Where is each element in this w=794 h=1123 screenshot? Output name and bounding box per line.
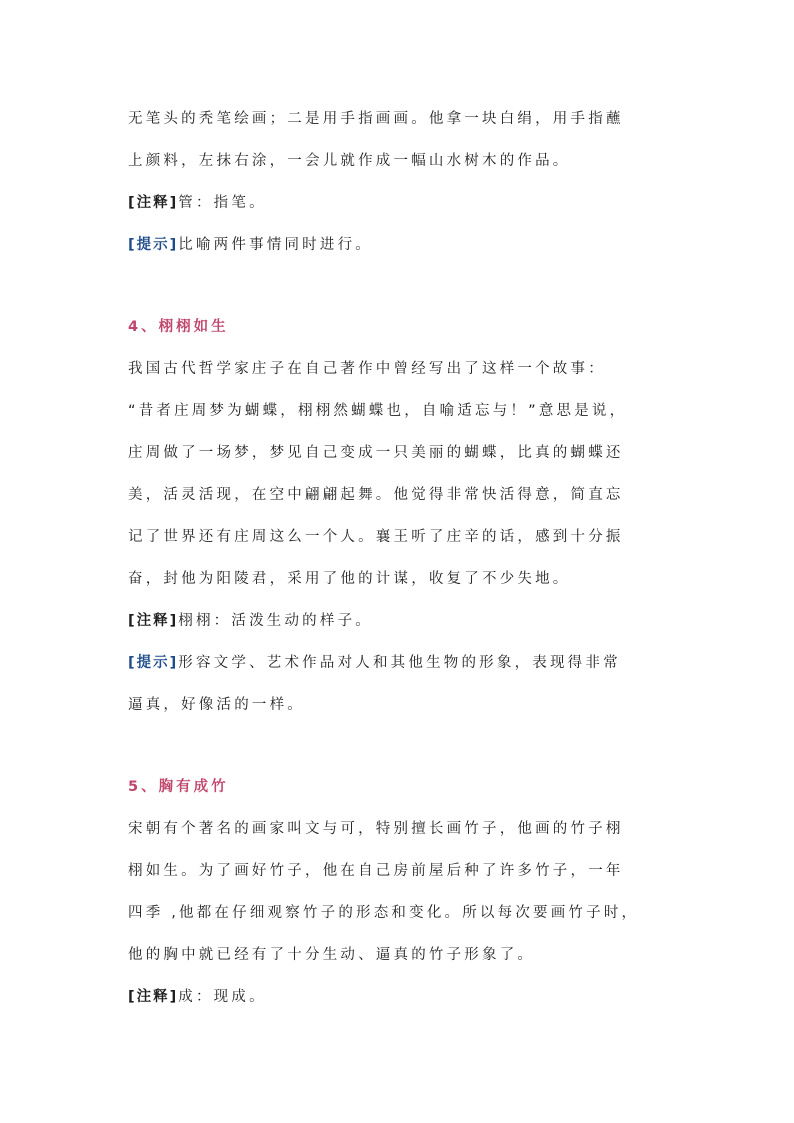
section-gap [128, 266, 668, 306]
tip-text: 形容文学、艺术作品对人和其他生物的形象，表现得非常 [178, 655, 621, 671]
body-text-line: 四季 ,他都在仔细观察竹子的形态和变化。所以每次要画竹子时， [128, 905, 640, 921]
body-text-line: 记了世界还有庄周这么一个人。襄王听了庄辛的话，感到十分振 [128, 529, 624, 545]
body-text-line: 我国古代哲学家庄子在自己著作中曾经写出了这样一个故事： [128, 361, 606, 377]
section-heading: 5、胸有成竹 [128, 779, 229, 795]
section-heading: 4、栩栩如生 [128, 319, 229, 335]
tip-line [128, 224, 668, 266]
note-text: 栩栩：活泼生动的样子。 [178, 613, 373, 629]
body-text-line: 逼真，好像活的一样。 [128, 697, 305, 713]
tip-line [128, 642, 668, 684]
note-line [128, 182, 668, 224]
body-text-line: 栩如生。为了画好竹子，他在自己房前屋后种了许多竹子，一年 [128, 863, 624, 879]
body-text-line: 上颜料，左抹右涂，一会儿就作成一幅山水树木的作品。 [128, 153, 571, 169]
body-text-line: 庄周做了一场梦，梦见自己变成一只美丽的蝴蝶，比真的蝴蝶还 [128, 445, 624, 461]
body-text-line: 美，活灵活现，在空中翩翩起舞。他觉得非常快活得意，简直忘 [128, 487, 624, 503]
note-tag: [注释] [128, 195, 179, 211]
note-tag: [注释] [128, 613, 179, 629]
body-text-line: 无笔头的秃笔绘画；二是用手指画画。他拿一块白绢，用手指蘸 [128, 111, 624, 127]
body-text-line: 宋朝有个著名的画家叫文与可，特别擅长画竹子，他画的竹子栩 [128, 821, 624, 837]
body-text-line: 他的胸中就已经有了十分生动、逼真的竹子形象了。 [128, 947, 536, 963]
body-text-line: 奋，封他为阳陵君，采用了他的计谋，收复了不少失地。 [128, 571, 571, 587]
body-text-line: “昔者庄周梦为蝴蝶，栩栩然蝴蝶也，自喻适忘与！”意思是说， [128, 403, 628, 419]
section-gap [128, 726, 668, 766]
note-line [128, 976, 668, 1018]
tip-tag: [提示] [128, 655, 179, 671]
note-tag: [注释] [128, 989, 179, 1005]
note-text: 成：现成。 [178, 989, 267, 1005]
note-line [128, 600, 668, 642]
note-text: 管：指笔。 [178, 195, 267, 211]
tip-text: 比喻两件事情同时进行。 [178, 237, 373, 253]
tip-tag: [提示] [128, 237, 179, 253]
document-page [128, 98, 668, 1018]
